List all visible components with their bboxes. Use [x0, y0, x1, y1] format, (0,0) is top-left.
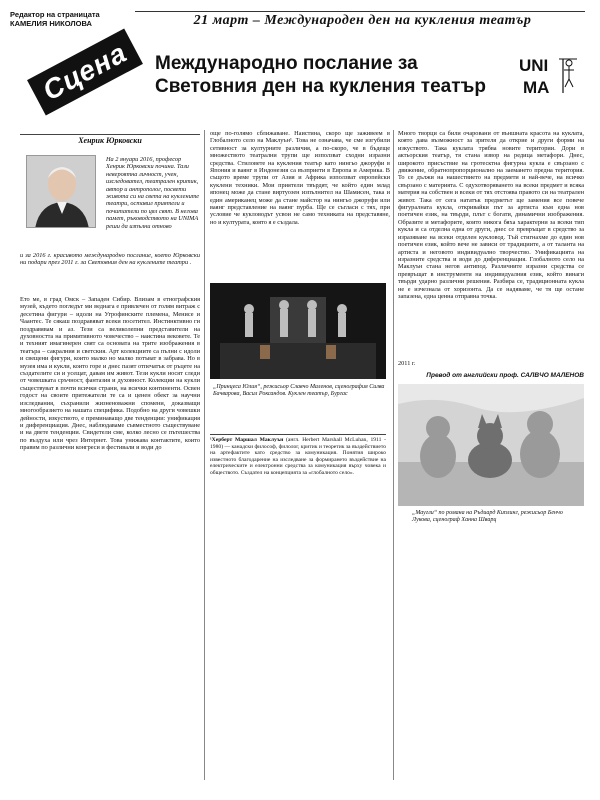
title-line-2: Световния ден на кукления театър	[155, 76, 486, 97]
editor-role: Редактор на страницата	[10, 10, 100, 19]
portrait-illustration	[27, 156, 96, 228]
date-banner: 21 март – Международен ден на кукления театър	[193, 13, 532, 28]
column-divider-2	[393, 130, 394, 780]
title-line-1: Международно послание за	[155, 53, 418, 74]
header-rule	[135, 11, 585, 12]
footnote-text: (англ. Herbert Marshall McLuhan, 1911 - 1980) — канадски философ, филолог, критик и теоретик за въздействието на артефактите като средство за комуникация. Понятия широко известното благодарение на изследване за формирането въздействие на електрическите и електронни средства за комуникация върху човека и обществото. Създател на концепцията за «глобалното село».	[210, 437, 386, 476]
column-divider-1	[204, 130, 205, 780]
footnote-heading: ¹Херберт Маршал Маклуън	[210, 437, 284, 443]
article-year: 2011 г.	[398, 360, 416, 367]
article-title	[155, 52, 525, 98]
unima-logo-graphic	[519, 55, 581, 97]
author-name: Хенрик Юрковски	[78, 136, 142, 145]
author-bio-continued: и за 2016 г. красивото международно послание, което Юрковски ни подари през 2011 г. за Световния ден на куклените театри .	[20, 252, 200, 267]
author-bio: На 2 януари 2016, професор Хенрик Юрковски почина. Тази невероятна личност, учен, изследовател, театрален критик, автор и антрополог, посвети живота си на света на куклените театри, оставил приятели и почитатели по цял свят. В негова памет, ръководството на UNIMA реши да изпълни отново	[106, 156, 200, 230]
author-rule	[20, 134, 200, 135]
logo-text-top: UNI	[519, 56, 549, 75]
editor-name: КАМЕЛИЯ НИКОЛОВА	[10, 19, 92, 28]
unima-logo	[519, 55, 581, 97]
stage-illustration	[210, 283, 386, 379]
mowgli-photo-caption: „Маугли“ по романа на Ръдиард Киплинг, режисьор Бенчо Лукова, сценограф Ханна Шварц	[412, 510, 563, 523]
article-column-1: Ето ме, в град Омск – Западен Сибир. Влизам в етнографския музей, където погледът ми веднага е привлечен от голям витраж с десетина фигури – идоли на Угрофинските племена, Менисе и Чаантес. Те сякаш поздравяват всеки посетител. Инстинктивно ги поздравявам и аз. Тези са великолепни представители на духовността на примитивното човечество – наистина вековете. Те и техният имагинерен свят са основата на трите изображения в театъра – сакралния и светския. Арт колекциите са пълни с идоли и свещени фигури, които малко но малко потъват в забрава. Но в музея има и кукли, които горе и днес пазят отпечатък от ръцете на създателите си и усещат, давам им живот. Тези кукли носят следи от човешката сръчност, фантазия и духовност. Колекции на кукли съществуват в почти всички страни, на всички континенти. Освен годост на своите притежатели те са и ценен обект за научни изследвания, съхранили жизненоважни спомени, доказващи многообразието на нашата специфика. Подобно на други човешки дейности, изкуството, е преминаващо две тенденции: унификация и диференциация. Днес, наблюдаваме съвместното съществуване и на двете тенденции. Свидетели сме, колко лесно се пътешества по въздуха или чрез Интернет. Това унижава контактите, които правим по различни конгреси и фестивали и води до	[20, 296, 200, 452]
section-stamp-label: Сцена	[37, 36, 132, 107]
article-column-3: Много творци са били очаровани от външната красота на куклата, която дава възможност за зрителя да открие и други форми на изкуството. Така куклата трябва новите територии. Дори в актьорския театър, тя стана извор на редица метафори. Днес, широкото присъствие на гротесктна фигурна кукла е свързано с движение, обратнопропорционално на заемането предна територия. То се дължи на нашествието на предмети и най-вече, на всичко свързано с материята. С одухотворяването на всеки предмет и всяка материя на собствен и всеки от тях отстоява правото си на театрален живот. Така от сега нататък предметът ще замения все повече фигуралната кукла, откривайки път за артиста към една нов поетичен език, на твърди, плът с богати, динамични изображения. Образите и метафорите, които никога бяха характерни за всеки тип кукла и са отделна една от други, днес се превръщат в средство за изразяване на всеки отделен кукловод. Тъй стигнахме до един нов поетичен език, който вече не зависи от традициите, а от таланта на артиста и неговото индивидуално творчество. Унификацията на изразните средства и води до диференциация. Глобалното село на Маклуън стана негов антипод. Различните изразни средства се превръщат в инструменти на индивидуалния език, който винаги твърди ударно различни решения. Разбира се, традиционната кукла не е изчезнала от хоризонта. Да се надяваме, че тя ще остане запазена, една ценна отправна точка.	[398, 130, 584, 300]
mowgli-photo	[398, 384, 584, 506]
footnote-rule	[210, 434, 386, 435]
translator-credit: Превод от английски проф. САЛВЧО МАЛЕНОВ	[426, 372, 584, 379]
author-photo	[26, 155, 96, 228]
puppet-stage-photo	[210, 283, 386, 379]
footnote	[210, 437, 386, 477]
stage-photo-caption: „Принцеса Юлия“, режисьор Славчо Маленов, сценография Силва Бачварова, Васил Роксандов. Куклен театър, Бургас	[213, 384, 385, 397]
section-stamp	[27, 29, 143, 116]
editor-credit	[10, 10, 130, 28]
mowgli-illustration	[398, 384, 584, 506]
logo-text-bottom: MA	[523, 78, 550, 97]
article-column-2: още по-голямо сближаване. Наистина, скоро ще заживеем в Глобалното село на Маклуън¹. Това не означава, че сме изгубили сетивност за културните различия, а по-скоро, че в бъдеще множеството театрални трупи ще използват сходни изразни средства. Стиловете на кукления театър като нингьо джоруфи в Япония и ваянг в Индонезия са възприети в Европа и Америка. В същото време трупи от Азия и Африка използват европейски куклени техники. Мои приятели твърдят, че който един млад японец може да стане виртуозен изпълнител на Шамисен, така и един американец може да стане майстор на нингьо джоруфи или ваянг представление на ваянг пурба. Ще се съгласи с тях, при условие че кукловодът усвои не само техниката на представяне, но и културата, която я е създала.	[210, 130, 390, 226]
